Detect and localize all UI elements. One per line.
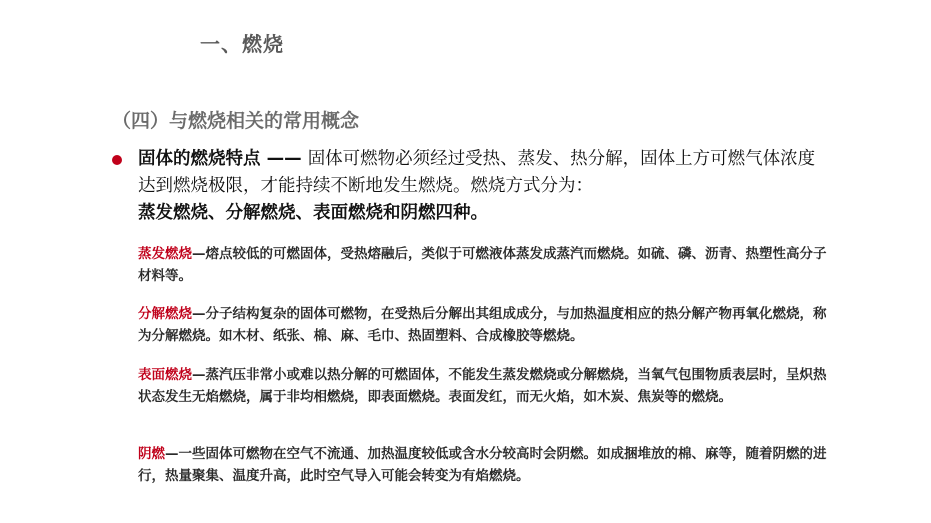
bullet-text <box>138 146 832 227</box>
bullet-dot-icon <box>112 155 122 165</box>
term-label: 表面燃烧 <box>138 367 192 383</box>
term-label: 阴燃 <box>138 446 165 462</box>
term-description: —熔点较低的可燃固体，受热熔融后，类似于可燃液体蒸发成蒸汽而燃烧。如硫、磷、沥青、热塑性高分子材料等。 <box>138 246 827 284</box>
subsection-heading: （四）与燃烧相关的常用概念 <box>112 110 360 132</box>
bullet-body: 固体可燃物必须经过受热、蒸发、热分解，固体上方可燃气体浓度达到燃烧极限，才能持续不断地发生燃烧。燃烧方式分为： <box>138 149 816 196</box>
bullet-tail: 蒸发燃烧、分解燃烧、表面燃烧和阴燃四种。 <box>138 203 488 223</box>
term-description: —分子结构复杂的固体可燃物，在受热后分解出其组成成分，与加热温度相应的热分解产物再氧化燃烧，称为分解燃烧。如木材、纸张、棉、麻、毛巾、热固塑料、合成橡胶等燃烧。 <box>138 306 827 344</box>
bullet-point <box>112 146 832 227</box>
bullet-lead: 固体的燃烧特点 <box>138 149 261 169</box>
section-heading: 一、燃烧 <box>200 32 284 56</box>
definition-evaporation <box>138 243 828 287</box>
term-description: —蒸汽压非常小或难以热分解的可燃固体，不能发生蒸发燃烧或分解燃烧，当氧气包围物质表层时，呈炽热状态发生无焰燃烧，属于非均相燃烧，即表面燃烧。表面发红，而无火焰，如木炭、焦炭等的燃烧。 <box>138 367 827 405</box>
term-label: 分解燃烧 <box>138 306 192 322</box>
definition-decomposition <box>138 303 828 347</box>
term-label: 蒸发燃烧 <box>138 246 192 262</box>
term-description: —一些固体可燃物在空气不流通、加热温度较低或含水分较高时会阴燃。如成捆堆放的棉、麻等，随着阴燃的进行，热量聚集、温度升高，此时空气导入可能会转变为有焰燃烧。 <box>138 446 827 484</box>
definition-surface <box>138 364 828 408</box>
definition-smoldering <box>138 443 828 487</box>
bullet-dash: —— <box>260 149 308 169</box>
